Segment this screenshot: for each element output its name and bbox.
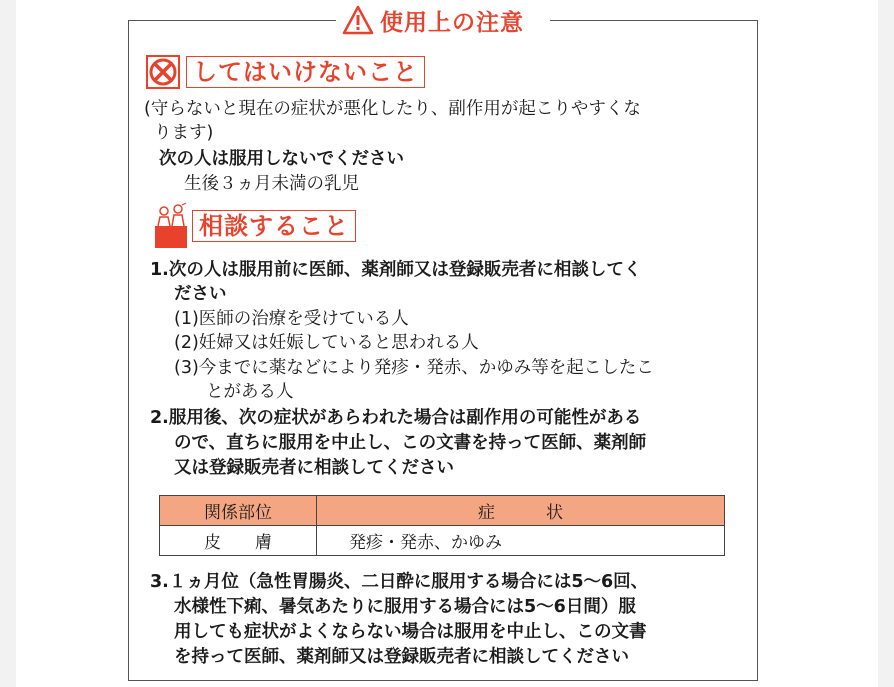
doctor-consult-icon (154, 202, 188, 250)
consult-item1-line2: ださい (174, 284, 227, 304)
title-area (342, 2, 524, 38)
symptom-table (159, 495, 725, 556)
consult-item3-line4: を持って医師、薬剤師又は登録販売者に相談してください (174, 647, 629, 667)
table-header-part: 関係部位 (160, 496, 317, 526)
page-title: 使用上の注意 (380, 9, 524, 36)
prohibited-x-icon (144, 54, 182, 90)
document-page (16, 0, 878, 687)
dont-note-line2: ります) (154, 123, 214, 143)
consult-item3-line3: 用しても症状がよくならない場合は服用を中止し、この文書 (174, 622, 647, 642)
consult-item1-sub2: (2)妊婦又は妊娠していると思われる人 (174, 333, 479, 353)
consult-section-label: 相談すること (192, 210, 356, 242)
consult-item1-line1: 1.次の人は服用前に医師、薬剤師又は登録販売者に相談してく (150, 260, 642, 280)
consult-item1-sub3-line2: とがある人 (206, 382, 294, 402)
dont-section-header (144, 54, 425, 90)
consult-item2-line1: 2.服用後、次の症状があらわれた場合は副作用の可能性がある (150, 408, 642, 428)
frame-top-right-line (550, 20, 757, 21)
consult-item3-line2: 水様性下痢、暑気あたりに服用する場合には5〜6日間）服 (174, 597, 636, 617)
consult-item3-line1: 3.１ヵ月位（急性胃腸炎、二日酔に服用する場合には5〜6回、 (150, 572, 649, 592)
table-cell-symptom: 発疹・発赤、かゆみ (317, 526, 725, 556)
dont-item: 生後３ヵ月未満の乳児 (184, 174, 359, 194)
dont-note-line1: (守らないと現在の症状が悪化したり、副作用が起こりやすくな (144, 99, 641, 119)
consult-item2-line2: ので、直ちに服用を中止し、この文書を持って医師、薬剤師 (174, 433, 647, 453)
frame-top-left-line (128, 20, 336, 21)
consult-item1-sub1: (1)医師の治療を受けている人 (174, 309, 409, 329)
table-row (160, 526, 725, 556)
consult-section-header (154, 202, 356, 250)
consult-item1-sub3-line1: (3)今までに薬などにより発疹・発赤、かゆみ等を起こしたこ (174, 358, 654, 378)
table-cell-part: 皮 膚 (160, 526, 317, 556)
dont-section-label: してはいけないこと (186, 56, 425, 88)
dont-heading: 次の人は服用しないでください (159, 149, 404, 169)
warning-triangle-icon (342, 5, 374, 35)
consult-item2-line3: 又は登録販売者に相談してください (174, 458, 454, 478)
table-header-row (160, 496, 725, 526)
table-header-symptom: 症 状 (317, 496, 725, 526)
